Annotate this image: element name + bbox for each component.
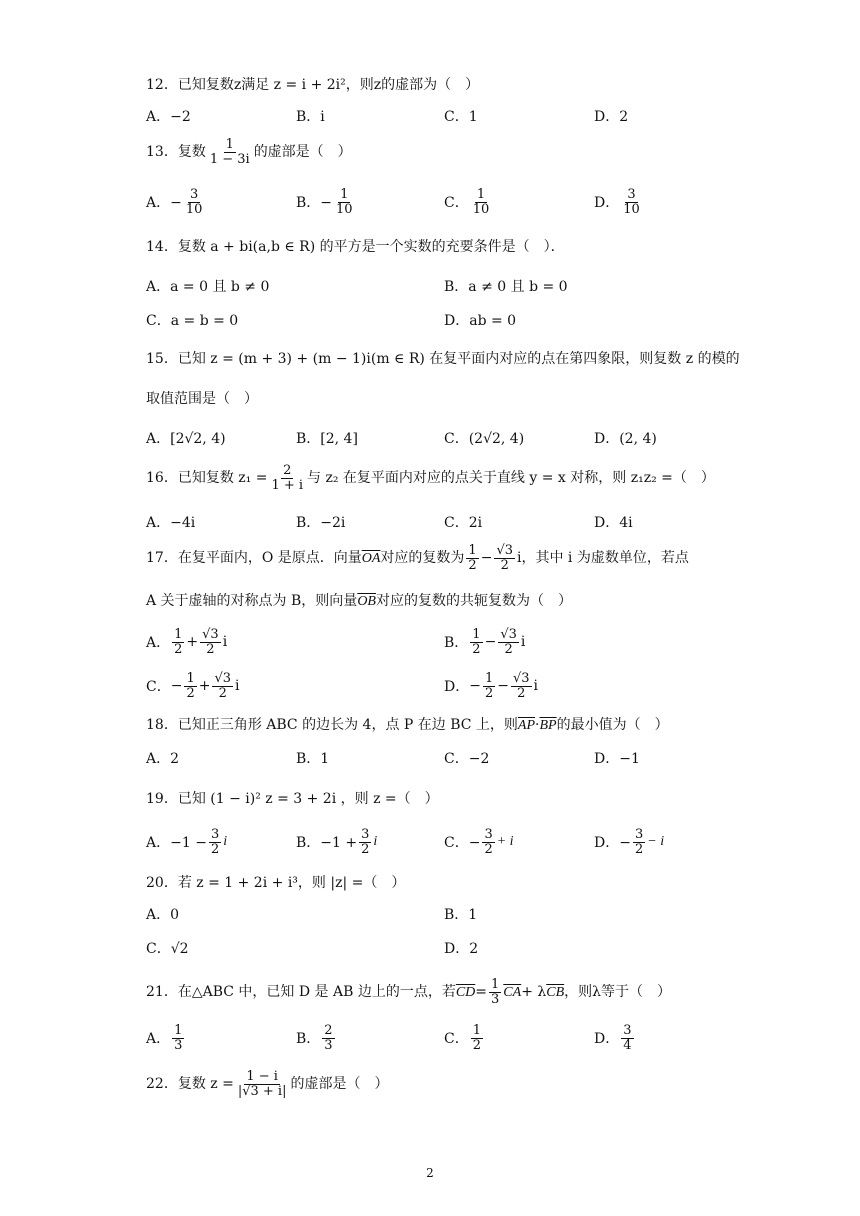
option-d: D． $\frac{3}{4}$ [594,1022,632,1053]
stem-end: 与 z₂ 在复平面内对应的点关于直线 y = x 对称，则 z₁z₂ =（ ） [307,470,715,487]
option-d: D．(2, 4) [594,431,657,447]
option-a: A．[2√2, 4) [146,431,226,447]
options-19 [146,822,706,862]
vector-ob: $\overline{OB}$ [357,594,376,609]
option-a: A．−4i [146,515,196,531]
question-15-line1: 15．已知 z = (m + 3) + (m − 1)i(m ∈ R) 在复平面内对应的点在第四象限，则复数 z 的模的 [146,351,740,367]
option-b: B． $\frac{2}{3}$ [296,1022,333,1053]
stem: 13．复数 [146,144,206,161]
option-d: D．2 [594,109,629,125]
vector-cb: $\overline{CB}$ [546,985,565,1001]
stem: 16．已知复数 z₁ = [146,470,268,487]
options-14-row2 [146,300,706,340]
option-a: A． $\frac{1}{2}$ + $\frac{√3}{2}$ i [146,626,228,657]
vector-bp: $\overline{BP}$ [539,718,557,733]
option-d: D．ab = 0 [444,313,517,329]
options-16 [146,502,706,542]
fraction: $\frac{1}{1 - 3i}$ [209,137,250,167]
page-number: 2 [426,1166,434,1180]
vector-cd: $\overline{CD}$ [455,985,476,1001]
option-b: B．a ≠ 0 且 b = 0 [444,279,568,295]
option-a: A．2 [146,751,180,767]
options-18 [146,738,706,778]
options-15 [146,418,706,458]
options-21 [146,1018,706,1058]
fraction: $\frac{2}{1 + i}$ [271,463,304,493]
option-c: C．− $\frac{3}{2}$ + i [444,826,514,857]
question-20: 20．若 z = 1 + 2i + i³，则 |z| =（ ） [146,875,406,891]
option-d: D．− $\frac{3}{2}$ − i [594,826,665,857]
option-b: B．−2i [296,515,346,531]
option-d: D．−1 [594,751,640,767]
option-a: A．− $\frac{3}{10}$ [146,186,203,217]
options-13 [146,182,706,222]
option-c: C．1 [444,109,478,125]
fraction: $\frac{1 - i}{|√3 + i|}$ [237,1069,287,1099]
vector-ca: $\overline{CA}$ [503,985,522,1001]
option-c: C． $\frac{1}{2}$ [444,1022,481,1053]
option-b: B． $\frac{1}{2}$ − $\frac{√3}{2}$ i [444,626,526,657]
option-d: D．2 [444,941,479,957]
question-14: 14．复数 a + bi(a,b ∈ R) 的平方是一个实数的充要条件是（ ）． [146,239,565,255]
option-a: A． $\frac{1}{3}$ [146,1022,183,1053]
question-12: 12．已知复数z满足 z = i + 2i²，则z的虚部为（ ） [146,77,480,93]
option-b: B．− $\frac{1}{10}$ [296,186,353,217]
option-d: D． $\frac{3}{10}$ [594,186,640,217]
options-17-row1 [146,622,706,662]
option-c: C．(2√2, 4) [444,431,525,447]
question-15-line2: 取值范围是（ ） [146,391,258,407]
options-17-row2 [146,666,706,706]
question-21: 21．在△ABC 中，已知 D 是 AB 边上的一点，若$\overline{CD}=$ $\frac{1}{3}$ $\overline{CA}+ \lambda\overline{CB}$，则λ等于（ ） [146,977,672,1007]
option-c: C．2i [444,515,483,531]
option-a: A．0 [146,907,180,923]
option-b: B．1 [444,907,478,923]
option-b: B．[2, 4] [296,431,358,447]
options-12 [146,96,706,136]
option-b: B．1 [296,751,330,767]
vector-ap: $\overline{AP}$ [517,718,536,733]
option-c: C．−2 [444,751,490,767]
vector-oa: $\overline{OA}$ [361,551,381,567]
option-d: D．4i [594,515,633,531]
question-22: 22．复数 z = $\frac{1 - i}{|√3 + i|}$ 的虚部是（ ） [146,1069,389,1099]
option-c: C． $\frac{1}{10}$ [444,186,490,217]
options-20-row2 [146,928,706,968]
question-18: 18．已知正三角形 ABC 的边长为 4，点 P 在边 BC 上，则$\overline{AP}\cdot\overline{BP}$的最小值为（ ） [146,717,669,733]
option-c: C．a = b = 0 [146,313,239,329]
stem-end: 的虚部是（ ） [253,144,352,161]
option-c: C．√2 [146,941,189,957]
option-b: B．i [296,109,325,125]
option-d: D． − $\frac{1}{2}$ − $\frac{√3}{2}$ i [444,670,539,701]
question-17-line2: A 关于虚轴的对称点为 B，则向量$\overline{OB}$对应的复数的共轭复数为（ ） [146,593,572,609]
option-a: A．−2 [146,109,191,125]
option-b: B．−1 + $\frac{3}{2}$ i [296,826,378,857]
question-16 [146,464,715,492]
question-13 [146,138,352,166]
question-17-line1: 17．在复平面内，O 是原点．向量$\overline{OA}$对应的复数为 $\frac{1}{2}$ − $\frac{√3}{2}$ i，其中 i 为虚数单位，若点 [146,543,689,573]
option-a: A．a = 0 且 b ≠ 0 [146,279,270,295]
question-19: 19．已知 (1 − i)² z = 3 + 2i ，则 z =（ ） [146,791,439,807]
option-c: C． − $\frac{1}{2}$ + $\frac{√3}{2}$ i [146,670,240,701]
option-a: A．−1 − $\frac{3}{2}$ i [146,826,228,857]
